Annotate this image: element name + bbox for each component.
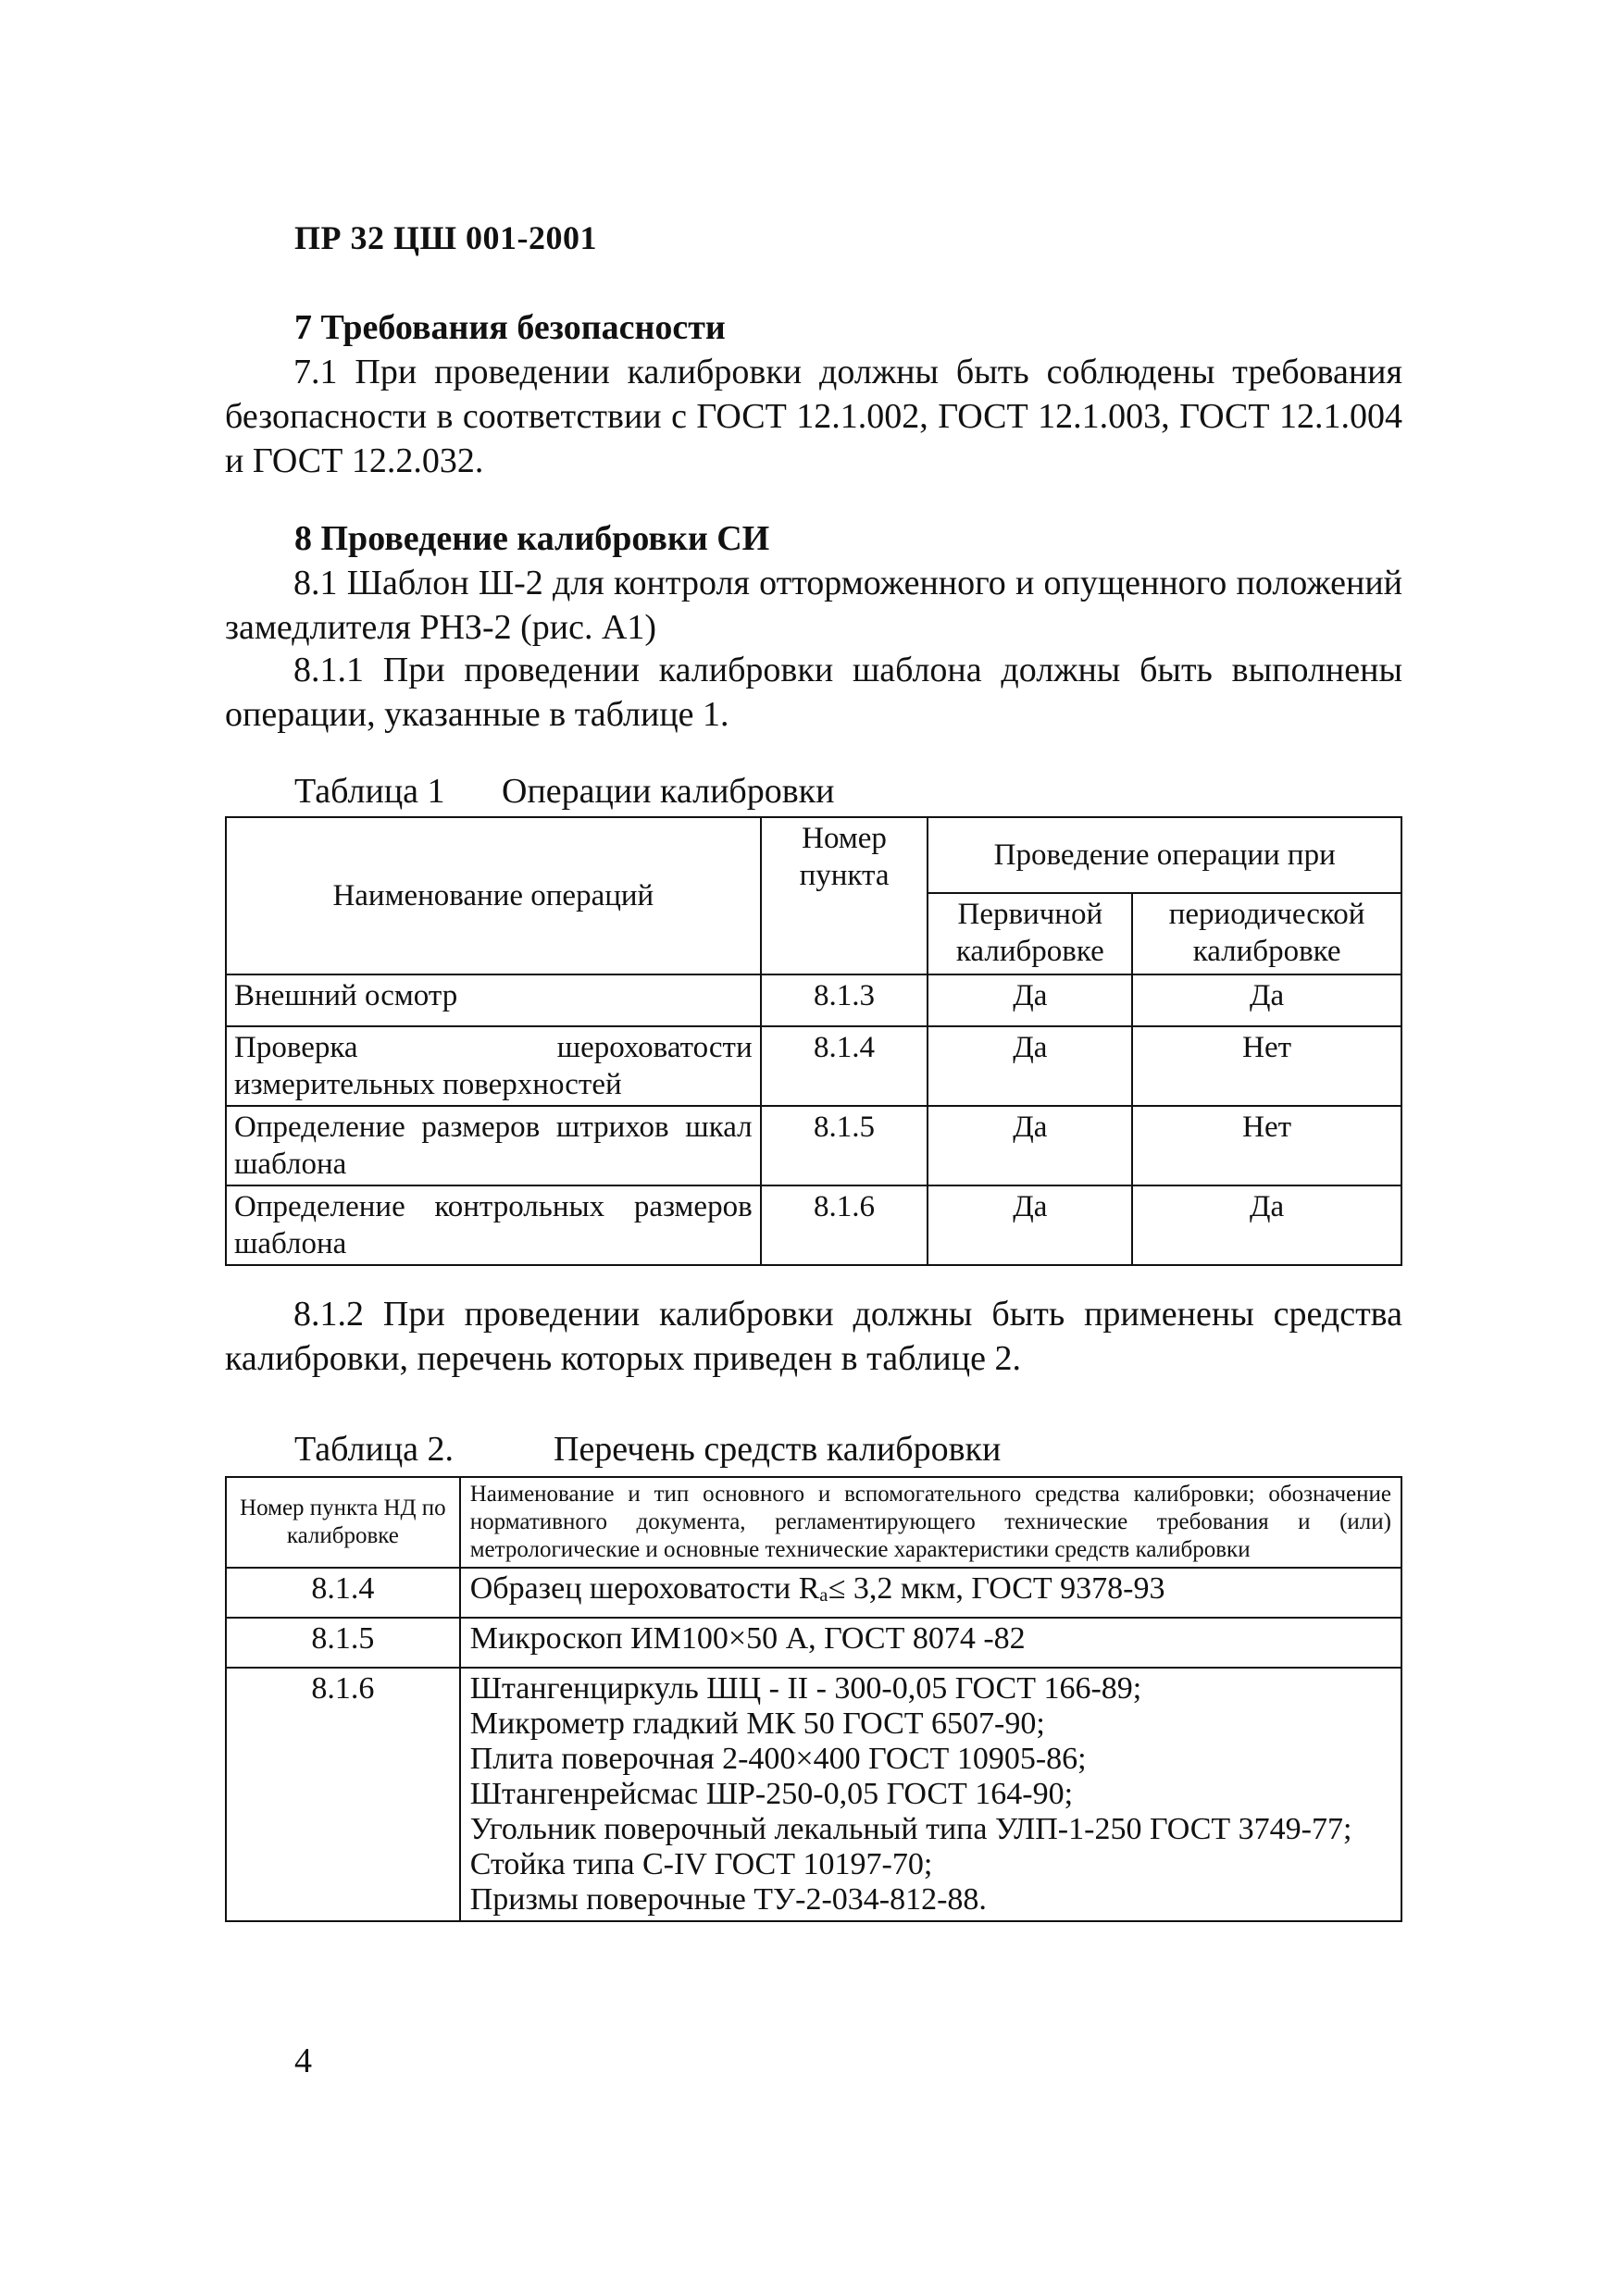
table-calibration-means — [225, 1476, 1402, 1922]
header-performed-at: Проведение операции при — [928, 817, 1401, 893]
table-row — [226, 1618, 1401, 1668]
table-row — [226, 1568, 1401, 1618]
header-nd-item: Номер пункта НД по калибровке — [226, 1477, 460, 1568]
cell-item: 8.1.6 — [761, 1185, 928, 1265]
cell-primary: Да — [928, 1185, 1132, 1265]
table-row — [226, 1026, 1401, 1106]
header-periodic: периодической калибровке — [1132, 893, 1401, 974]
table-row — [226, 1668, 1401, 1921]
cell-primary: Да — [928, 974, 1132, 1026]
paragraph-8-1-2 — [225, 1292, 1402, 1381]
cell-item: 8.1.4 — [761, 1026, 928, 1106]
cell-item: 8.1.4 — [226, 1568, 460, 1618]
cell-item: 8.1.6 — [226, 1668, 460, 1921]
table2-title: Перечень средств калибровки — [554, 1430, 1002, 1469]
means-line: Угольник поверочный лекальный типа УЛП-1-250 ГОСТ 3749-77; — [469, 1812, 1352, 1846]
paragraph-7-1 — [225, 350, 1402, 483]
table-row — [226, 974, 1401, 1026]
table-row — [226, 1185, 1401, 1265]
means-line: Призмы поверочные ТУ-2-034-812-88. — [469, 1882, 987, 1917]
paragraph-8-1-2-text: 8.1.2 При проведении калибровки должны быть применены средства калибровки, перечень которых приведен в таблице 2. — [225, 1295, 1402, 1378]
table1-title: Операции калибровки — [502, 772, 835, 811]
table-header-row — [226, 1477, 1401, 1568]
header-primary: Первичной калибровке — [928, 893, 1132, 974]
table-operations — [225, 816, 1402, 1266]
paragraph-8-1-1 — [225, 648, 1402, 737]
table2-label: Таблица 2. — [294, 1430, 455, 1469]
table-row — [226, 1106, 1401, 1185]
means-line: Штангенциркуль ШЦ - II - 300-0,05 ГОСТ 166-89; — [469, 1671, 1142, 1706]
cell-primary: Да — [928, 1026, 1132, 1106]
section-8-heading: 8 Проведение калибровки СИ — [294, 519, 770, 558]
cell-means: Образец шероховатости Rₐ≤ 3,2 мкм, ГОСТ 9378-93 — [460, 1568, 1401, 1618]
cell-periodic: Нет — [1132, 1026, 1401, 1106]
cell-periodic: Нет — [1132, 1106, 1401, 1185]
cell-operation: Определение контрольных размеров шаблона — [226, 1185, 761, 1265]
cell-periodic: Да — [1132, 1185, 1401, 1265]
means-line: Плита поверочная 2-400×400 ГОСТ 10905-86; — [469, 1742, 1087, 1776]
paragraph-8-1 — [225, 561, 1402, 650]
table-header-row — [226, 817, 1401, 893]
header-means-description: Наименование и тип основного и вспомогательного средства калибровки; обозначение нормативного документа, регламентирующего технические требования и (или) метрологические и основные технические характеристики средств калибровки — [460, 1477, 1401, 1568]
cell-item: 8.1.3 — [761, 974, 928, 1026]
cell-item: 8.1.5 — [761, 1106, 928, 1185]
cell-item: 8.1.5 — [226, 1618, 460, 1668]
document-code: ПР 32 ЦШ 001-2001 — [294, 219, 598, 256]
cell-primary: Да — [928, 1106, 1132, 1185]
means-line: Штангенрейсмас ШР-250-0,05 ГОСТ 164-90; — [469, 1777, 1074, 1811]
paragraph-8-1-1-text: 8.1.1 При проведении калибровки шаблона должны быть выполнены операции, указанные в таблице 1. — [225, 651, 1402, 734]
means-line: Стойка типа С-IV ГОСТ 10197-70; — [469, 1847, 933, 1881]
table1-label: Таблица 1 — [294, 772, 445, 811]
cell-operation: Определение размеров штрихов шкал шаблона — [226, 1106, 761, 1185]
cell-operation: Проверка шероховатости измерительных поверхностей — [226, 1026, 761, 1106]
cell-operation: Внешний осмотр — [226, 974, 761, 1026]
cell-means-list — [460, 1668, 1401, 1921]
cell-periodic: Да — [1132, 974, 1401, 1026]
page-number: 4 — [294, 2042, 312, 2080]
paragraph-8-1-text: 8.1 Шаблон Ш-2 для контроля отторможенного и опущенного положений замедлителя РНЗ-2 (рис. А1) — [225, 564, 1402, 647]
section-7-heading: 7 Требования безопасности — [294, 308, 726, 347]
header-item-number: Номер пункта — [761, 817, 928, 974]
paragraph-7-1-text: 7.1 При проведении калибровки должны быть соблюдены требования безопасности в соответствии с ГОСТ 12.1.002, ГОСТ 12.1.003, ГОСТ 12.1.004 и ГОСТ 12.2.032. — [225, 353, 1402, 480]
header-operation-name: Наименование операций — [226, 817, 761, 974]
means-line: Микрометр гладкий МК 50 ГОСТ 6507-90; — [469, 1706, 1045, 1741]
cell-means: Микроскоп ИМ100×50 А, ГОСТ 8074 -82 — [460, 1618, 1401, 1668]
